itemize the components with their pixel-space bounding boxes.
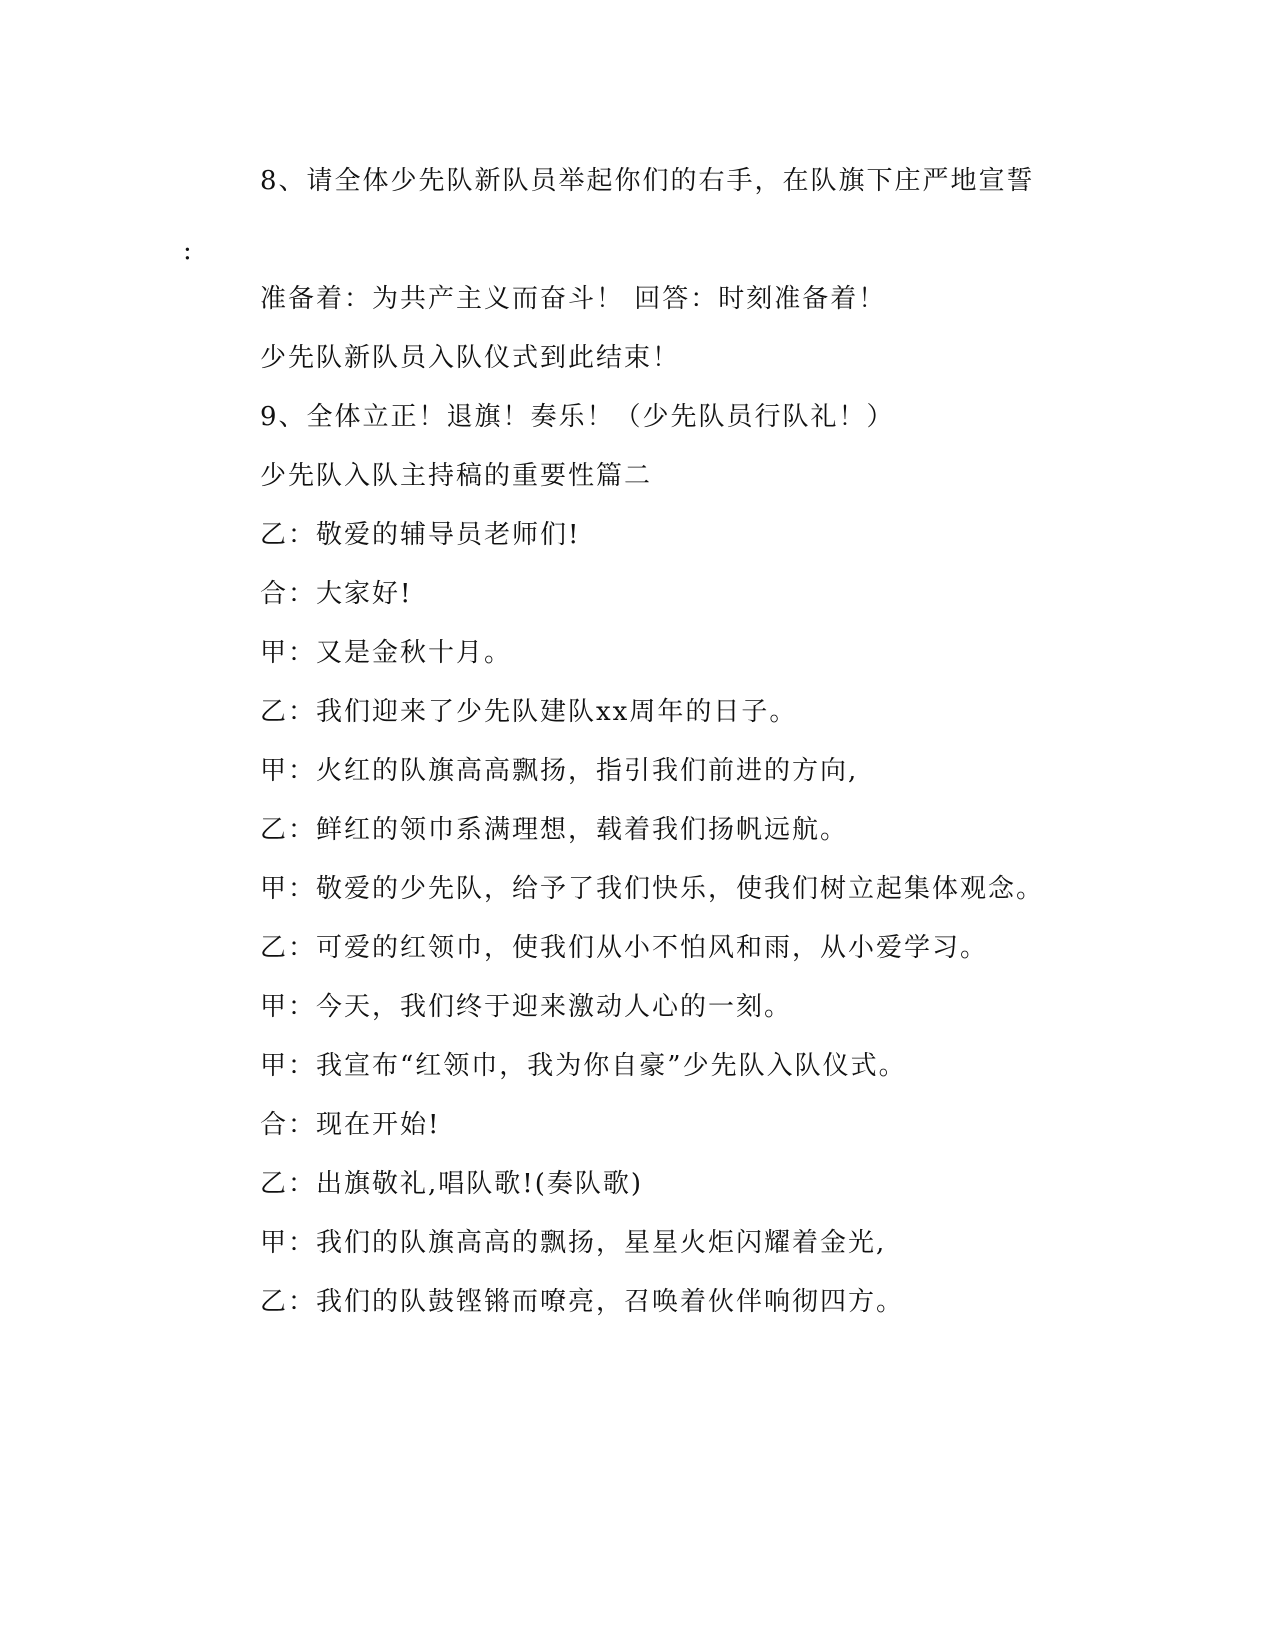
dialogue-line: 甲：我宣布“红领巾，我为你自豪”少先队入队仪式。 bbox=[260, 1051, 907, 1081]
flag-retire-line: 9、全体立正！退旗！奏乐！（少先队员行队礼！） bbox=[260, 402, 895, 432]
dialogue-line: 合：现在开始! bbox=[260, 1110, 441, 1140]
wrapped-colon: : bbox=[183, 236, 192, 266]
dialogue-line: 合：大家好! bbox=[260, 579, 413, 609]
dialogue-line: 甲：今天，我们终于迎来激动人心的一刻。 bbox=[260, 992, 793, 1022]
dialogue-line: 乙：出旗敬礼,唱队歌!(奏队歌) bbox=[260, 1169, 644, 1199]
dialogue-line: 甲：火红的队旗高高飘扬，指引我们前进的方向, bbox=[260, 756, 859, 786]
dialogue-line: 乙：我们的队鼓铿锵而嘹亮，召唤着伙伴响彻四方。 bbox=[260, 1287, 905, 1317]
dialogue-line: 乙：鲜红的领巾系满理想，载着我们扬帆远航。 bbox=[260, 815, 849, 845]
dialogue-line: 甲：我们的队旗高高的飘扬，星星火炬闪耀着金光, bbox=[260, 1228, 887, 1258]
dialogue-line: 乙：敬爱的辅导员老师们! bbox=[260, 520, 581, 550]
dialogue-line: 甲：又是金秋十月。 bbox=[260, 638, 513, 668]
section-heading: 少先队入队主持稿的重要性篇二 bbox=[260, 461, 653, 491]
oath-response-line: 准备着：为共产主义而奋斗！ 回答：时刻准备着！ bbox=[260, 284, 887, 314]
dialogue-line: 甲：敬爱的少先队，给予了我们快乐，使我们树立起集体观念。 bbox=[260, 874, 1045, 904]
oath-instruction-line: 8、请全体少先队新队员举起你们的右手，在队旗下庄严地宣誓 bbox=[260, 166, 1035, 196]
ceremony-end-line: 少先队新队员入队仪式到此结束！ bbox=[260, 343, 681, 373]
dialogue-line: 乙：可爱的红领巾，使我们从小不怕风和雨，从小爱学习。 bbox=[260, 933, 989, 963]
dialogue-line: 乙：我们迎来了少先队建队xx周年的日子。 bbox=[260, 697, 798, 727]
